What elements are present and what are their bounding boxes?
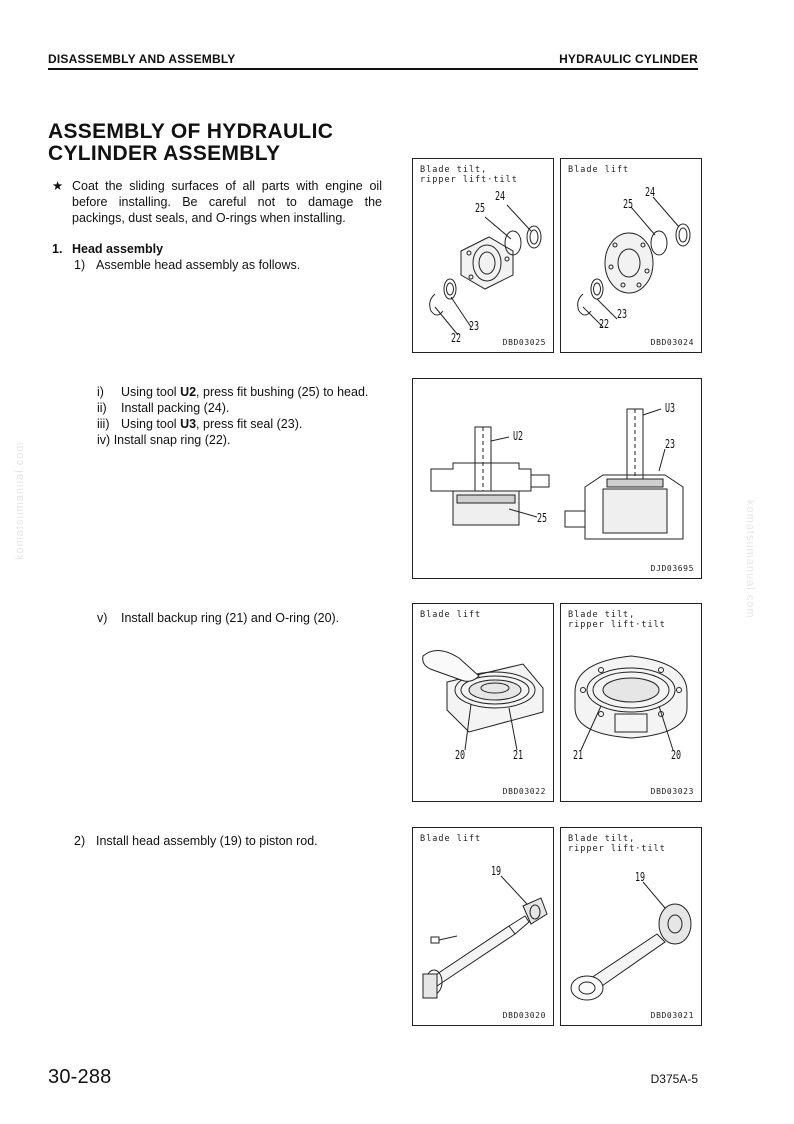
section-number: 1. [52, 242, 63, 256]
step-1 [74, 257, 300, 273]
figure-2-code: DJD03695 [650, 564, 694, 573]
callout-24: 24 [495, 189, 506, 203]
substep-v [97, 610, 339, 626]
tool-u3-label: U3 [665, 401, 676, 415]
figure-4-left [412, 827, 554, 1026]
figure-4-left-label: Blade lift [420, 834, 482, 844]
substep-iii [97, 416, 382, 432]
figure-3-left-label: Blade lift [420, 610, 482, 620]
oring-install-drawing-round [561, 604, 701, 801]
head-exploded-drawing [413, 159, 553, 352]
figure-4-right [560, 827, 702, 1026]
substep-i-number: i) [97, 385, 104, 399]
callout-24: 24 [645, 185, 656, 199]
callout-21: 21 [573, 748, 584, 762]
figure-3-right [560, 603, 702, 802]
header-section-title: DISASSEMBLY AND ASSEMBLY [48, 52, 236, 66]
section-heading [52, 241, 163, 257]
figure-3-right-label: Blade tilt, ripper lift·tilt [568, 610, 666, 630]
figure-1-right-code: DBD03024 [650, 338, 694, 347]
figure-3-left-code: DBD03022 [502, 787, 546, 796]
substep-i-tool: U2 [180, 385, 197, 399]
substep-iii-post: , press fit seal (23). [196, 417, 303, 431]
substep-iii-tool: U3 [180, 417, 197, 431]
step-1-number: 1) [74, 258, 86, 272]
callout-25: 25 [537, 511, 548, 525]
callout-19: 19 [635, 870, 646, 884]
watermark-right: komatsumanual.com [744, 500, 756, 619]
callout-19: 19 [491, 864, 502, 878]
figure-3-left [412, 603, 554, 802]
substep-i-pre: Using tool [121, 385, 181, 399]
substep-iii-number: iii) [97, 417, 110, 431]
callout-20: 20 [455, 748, 466, 762]
substep-iv-number: iv) [97, 433, 111, 447]
header-chapter-title: HYDRAULIC CYLINDER [559, 52, 698, 66]
figure-1-left-code: DBD03025 [502, 338, 546, 347]
head-to-rod-drawing [413, 828, 553, 1025]
page-title-line1: ASSEMBLY OF HYDRAULIC [48, 120, 334, 143]
head-to-rod-drawing-round [561, 828, 701, 1025]
substep-v-number: v) [97, 611, 108, 625]
callout-20: 20 [671, 748, 682, 762]
substep-v-text: Install backup ring (21) and O-ring (20). [121, 611, 340, 625]
figure-1-left-label: Blade tilt, ripper lift·tilt [420, 165, 518, 185]
star-icon: ★ [52, 179, 64, 193]
figure-1-right-label: Blade lift [568, 165, 630, 175]
head-exploded-drawing-round [561, 159, 701, 352]
figure-4-left-code: DBD03020 [502, 1011, 546, 1020]
figure-1-left [412, 158, 554, 353]
caution-note [52, 178, 382, 226]
callout-21: 21 [513, 748, 524, 762]
watermark-left: komatsumanual.com [14, 441, 26, 560]
substep-list [97, 384, 382, 448]
substep-i [97, 384, 382, 400]
step-2 [74, 833, 318, 849]
figure-3-right-code: DBD03023 [650, 787, 694, 796]
figure-4-right-label: Blade tilt, ripper lift·tilt [568, 834, 666, 854]
figure-1-right [560, 158, 702, 353]
step-2-text: Install head assembly (19) to piston rod. [96, 834, 318, 848]
figure-4-right-code: DBD03021 [650, 1011, 694, 1020]
press-fit-section-drawing [413, 379, 701, 578]
header-rule [48, 68, 698, 70]
figure-2 [412, 378, 702, 579]
callout-22: 22 [599, 317, 610, 331]
callout-25: 25 [623, 197, 634, 211]
oring-install-drawing [413, 604, 553, 801]
page-title-line2: CYLINDER ASSEMBLY [48, 142, 281, 165]
caution-note-text: Coat the sliding surfaces of all parts with engine oil before installing. Be careful not to damage the packings, dust seals, and O-rings when installing. [72, 179, 382, 225]
substep-ii-text: Install packing (24). [121, 401, 230, 415]
callout-22: 22 [451, 331, 462, 345]
callout-23: 23 [617, 307, 628, 321]
section-title: Head assembly [72, 242, 164, 256]
substep-ii-number: ii) [97, 401, 107, 415]
page-title [48, 121, 388, 165]
substep-iii-pre: Using tool [121, 417, 181, 431]
page-number: 30-288 [48, 1066, 112, 1088]
step-2-number: 2) [74, 834, 86, 848]
step-1-text: Assemble head assembly as follows. [96, 258, 301, 272]
substep-i-post: , press fit bushing (25) to head. [196, 385, 369, 399]
model-number: D375A-5 [650, 1072, 698, 1086]
substep-iv-text: Install snap ring (22). [113, 433, 231, 447]
tool-u2-label: U2 [513, 429, 524, 443]
substep-ii [97, 400, 382, 416]
substep-iv [97, 432, 382, 448]
callout-23: 23 [469, 319, 480, 333]
callout-23: 23 [665, 437, 676, 451]
callout-25: 25 [475, 201, 486, 215]
